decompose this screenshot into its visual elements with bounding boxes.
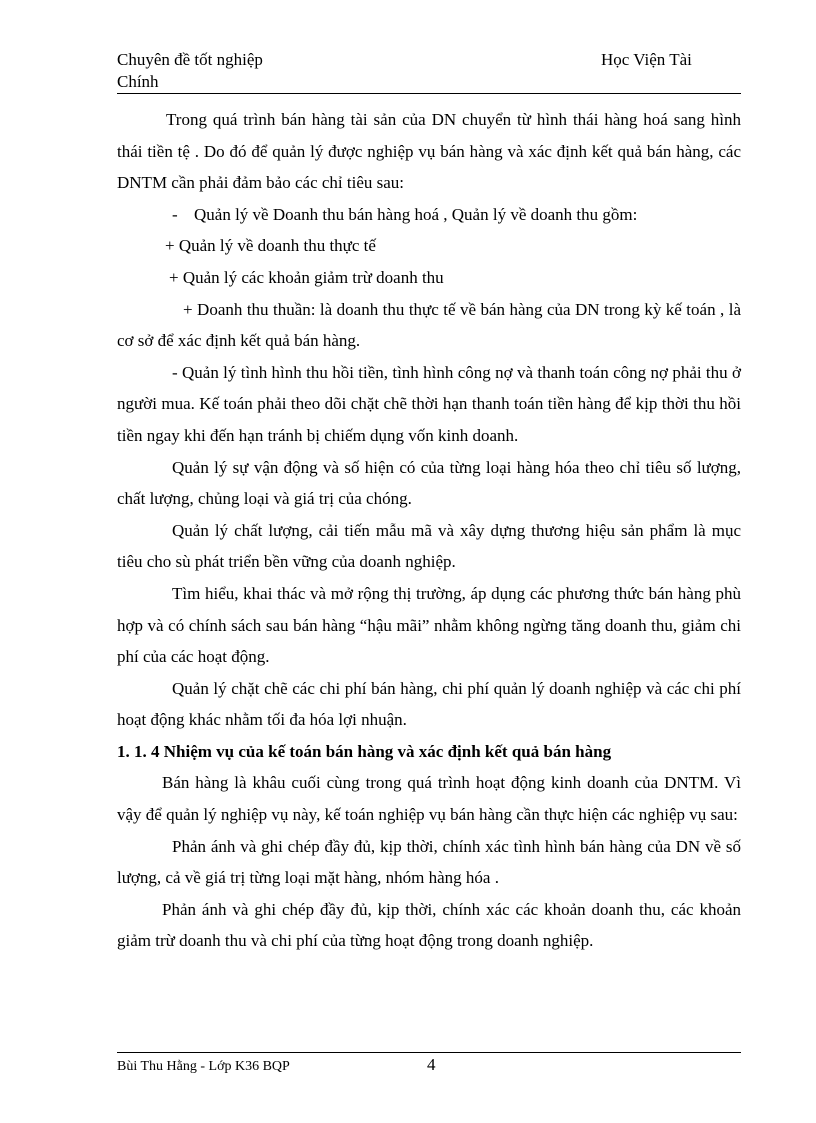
sub-item-deductions: + Quản lý các khoản giảm trừ doanh thu <box>169 267 444 287</box>
header-left <box>117 49 417 93</box>
paragraph-record-revenue: Phản ánh và ghi chép đầy đủ, kịp thời, chính xác các khoản doanh thu, các khoản giảm trừ doanh thu và chi phí của từng hoạt động trong doanh nghiệp. <box>117 899 741 951</box>
paragraph-sales-role: Bán hàng là khâu cuối cùng trong quá trình hoạt động kinh doanh của DNTM. Vì vậy để quản lý nghiệp vụ này, kế toán nghiệp vụ bán hàng cần thực hiện các nghiệp vụ sau: <box>117 773 741 825</box>
footer-author: Bùi Thu Hằng - Lớp K36 BQP <box>117 1059 290 1074</box>
paragraph-inventory: Quản lý sự vận động và số hiện có của từng loại hàng hóa theo chỉ tiêu số lượng, chất lượng, chủng loại và giá trị của chóng. <box>117 457 741 509</box>
bullet-item-debt: - Quản lý tình hình thu hồi tiền, tình hình công nợ và thanh toán công nợ phải thu ở người mua. Kế toán phải theo dõi chặt chẽ thời hạn thanh toán tiền hàng để kịp thời thu hồi tiền ngay khi đến hạn tránh bị chiếm dụng vốn kinh doanh. <box>117 362 741 445</box>
header-left-title: Chuyên đề tốt nghiệp <box>117 50 263 69</box>
bullet-item-revenue <box>117 199 741 231</box>
paragraph-record-sales: Phản ánh và ghi chép đầy đủ, kịp thời, chính xác tình hình bán hàng của DN về số lượng, cả về giá trị từng loại mặt hàng, nhóm hàng hóa . <box>117 836 741 888</box>
header-right-title: Học Viện Tài <box>601 50 692 69</box>
footer-divider <box>117 1052 741 1053</box>
page-number: 4 <box>427 1055 436 1074</box>
sub-item-net-revenue: + Doanh thu thuần: là doanh thu thực tế về bán hàng của DN trong kỳ kế toán , là cơ sở để xác định kết quả bán hàng. <box>117 299 741 351</box>
header-left-title-cont: Chính <box>117 72 159 91</box>
bullet-item-revenue-text: Quản lý về Doanh thu bán hàng hoá , Quản lý về doanh thu gồm: <box>194 204 638 224</box>
paragraph-quality: Quản lý chất lượng, cải tiến mẫu mã và xây dựng thương hiệu sản phẩm là mục tiêu cho sù phát triển bền vững của doanh nghiệp. <box>117 520 741 572</box>
paragraph-intro: Trong quá trình bán hàng tài sản của DN chuyển từ hình thái hàng hoá sang hình thái tiền tệ . Do đó để quản lý được nghiệp vụ bán hàng và xác định kết quả bán hàng, các DNTM cần phải đảm bảo các chỉ tiêu sau: <box>117 110 741 193</box>
paragraph-costs: Quản lý chặt chẽ các chi phí bán hàng, chi phí quản lý doanh nghiệp và các chi phí hoạt động khác nhằm tối đa hóa lợi nhuận. <box>117 678 741 730</box>
header-divider <box>117 93 741 94</box>
document-body <box>117 104 741 957</box>
sub-item-actual-revenue: + Quản lý về doanh thu thực tế <box>165 236 376 256</box>
bullet-mark: - <box>172 204 178 224</box>
paragraph-market: Tìm hiểu, khai thác và mở rộng thị trường, áp dụng các phương thức bán hàng phù hợp và có chính sách sau bán hàng “hậu mãi” nhằm không ngừng tăng doanh thu, giảm chi phí của các hoạt động. <box>117 583 741 667</box>
section-heading: 1. 1. 4 Nhiệm vụ của kế toán bán hàng và xác định kết quả bán hàng <box>117 741 612 761</box>
